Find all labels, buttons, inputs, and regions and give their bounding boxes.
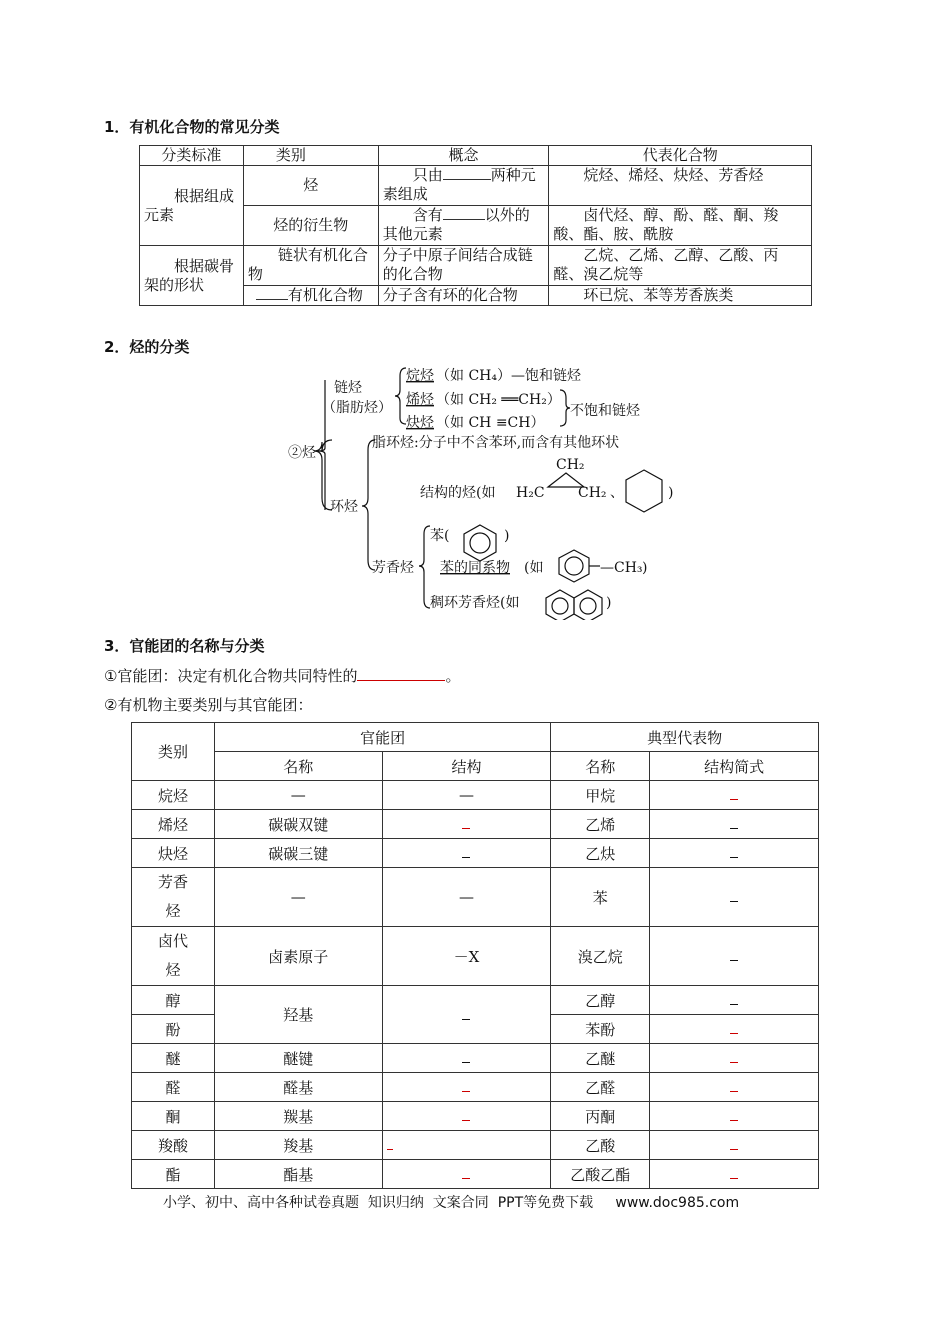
rep-struct-cell xyxy=(650,986,819,1015)
naphthalene-ring-icon xyxy=(580,598,596,614)
rep-name-cell: 丙酮 xyxy=(551,1102,650,1131)
close-paren: ) xyxy=(606,595,612,611)
fg-struct-cell xyxy=(382,1131,551,1160)
fill-blank[interactable] xyxy=(730,1033,738,1034)
functional-group-definition xyxy=(104,665,460,686)
chain-brace xyxy=(395,368,406,424)
section-1-title: 1．有机化合物的常见分类 xyxy=(104,118,280,136)
category-cell: 醚 xyxy=(132,1044,215,1073)
rep-name-cell: 苯 xyxy=(551,868,650,927)
header-cell: 概念 xyxy=(378,146,549,166)
fg-name-cell: — xyxy=(214,781,382,810)
header-cell: 名称 xyxy=(214,752,382,781)
alicyclic-label-2: 结构的烃(如 xyxy=(420,485,496,501)
toluene-ring-icon xyxy=(565,557,583,575)
alicyclic-label: 脂环烃:分子中不含苯环,而含有其他环状 xyxy=(372,435,620,451)
category-cell: 酯 xyxy=(132,1160,215,1189)
page-footer: 小学、初中、高中各种试卷真题 知识归纳 文案合同 PPT等免费下载 www.doc985.com xyxy=(163,1195,740,1211)
fill-blank[interactable] xyxy=(443,179,491,180)
header-cell: 类别 xyxy=(132,723,215,781)
fg-struct-cell xyxy=(382,1073,551,1102)
category-cell: 酚 xyxy=(132,1015,215,1044)
rep-struct-cell xyxy=(650,810,819,839)
table-row xyxy=(132,1073,819,1102)
concept-cell: 分子中原子间结合成链的化合物 xyxy=(378,246,549,286)
rep-struct-cell xyxy=(650,1015,819,1044)
table-header-row xyxy=(132,752,819,781)
category-text: 烃 xyxy=(165,902,181,920)
fill-blank[interactable] xyxy=(462,1178,470,1179)
unsat-brace xyxy=(560,390,570,426)
category-cell: 醛 xyxy=(132,1073,215,1102)
rep-struct-cell xyxy=(650,927,819,986)
fg-struct-cell: — xyxy=(382,781,551,810)
header-cell: 官能团 xyxy=(214,723,550,752)
examples-cell: 卤代烃、醇、酚、醛、酮、羧酸、酯、胺、酰胺 xyxy=(549,206,812,246)
alkene-label: 烯烃 xyxy=(406,392,434,408)
aromatic-label: 芳香烃 xyxy=(372,560,414,576)
root-label: ②烃 xyxy=(288,445,316,461)
fill-blank[interactable] xyxy=(256,299,288,300)
toluene-icon xyxy=(559,550,589,582)
rep-name-cell: 乙醇 xyxy=(551,986,650,1015)
rep-struct-cell xyxy=(650,868,819,927)
fg-struct-cell xyxy=(382,810,551,839)
ring-brace xyxy=(362,440,375,570)
fill-blank[interactable] xyxy=(357,680,445,681)
section-2-title: 2．烃的分类 xyxy=(104,338,190,356)
category-cell: 酮 xyxy=(132,1102,215,1131)
rep-name-cell: 乙炔 xyxy=(551,839,650,868)
category-text: 烃 xyxy=(165,961,181,979)
table-header-row xyxy=(132,723,819,752)
standard-cell: 根据碳骨架的形状 xyxy=(140,246,244,306)
category-cell: 烃的衍生物 xyxy=(243,206,378,246)
definition-end: 。 xyxy=(445,667,461,685)
fg-struct-cell xyxy=(382,1102,551,1131)
functional-group-table xyxy=(131,722,819,1189)
rep-name-cell: 苯酚 xyxy=(551,1015,650,1044)
category-cell: 链状有机化合物 xyxy=(243,246,378,286)
naphthalene-icon xyxy=(574,590,602,620)
fg-name-cell: 碳碳三键 xyxy=(214,839,382,868)
header-cell: 分类标准 xyxy=(140,146,244,166)
fill-blank[interactable] xyxy=(730,1004,738,1005)
alkane-label: 烷烃 xyxy=(406,368,434,384)
naphthalene-icon xyxy=(546,590,574,620)
concept-text: 含有 xyxy=(412,206,443,224)
fill-blank[interactable] xyxy=(462,1120,470,1121)
methyl-label: —CH₃ xyxy=(600,560,643,576)
category-cell: 炔烃 xyxy=(132,839,215,868)
chain-label: 链烃 xyxy=(334,380,362,396)
close-paren: ) xyxy=(504,528,510,544)
rep-name-cell: 乙酸 xyxy=(551,1131,650,1160)
aromatic-brace xyxy=(419,526,430,608)
header-cell: 结构简式 xyxy=(650,752,819,781)
category-cell xyxy=(243,286,378,306)
fill-blank[interactable] xyxy=(730,1091,738,1092)
table-row xyxy=(132,781,819,810)
rep-struct-cell xyxy=(650,1131,819,1160)
cyclohexane-icon xyxy=(626,470,662,512)
concept-cell xyxy=(378,206,549,246)
category-cell: 羧酸 xyxy=(132,1131,215,1160)
table-row xyxy=(132,1044,819,1073)
cp-right: CH₂ xyxy=(578,485,607,501)
table-row xyxy=(132,839,819,868)
fused-label: 稠环芳香烃(如 xyxy=(430,595,520,611)
fg-name-cell: 酯基 xyxy=(214,1160,382,1189)
fill-blank[interactable] xyxy=(730,799,738,800)
rep-name-cell: 乙醛 xyxy=(551,1073,650,1102)
table-header-row xyxy=(140,146,812,166)
standard-cell: 根据组成元素 xyxy=(140,166,244,246)
category-cell: 烯烃 xyxy=(132,810,215,839)
benzene-label: 苯( xyxy=(430,528,450,544)
concept-text: 两种元素组成 xyxy=(382,166,536,203)
fg-name-cell: 羟基 xyxy=(214,986,382,1044)
fg-struct-cell xyxy=(382,1044,551,1073)
table-row xyxy=(132,868,819,927)
fg-struct-cell: — xyxy=(382,868,551,927)
fill-blank[interactable] xyxy=(730,828,738,829)
hydrocarbon-tree-diagram xyxy=(0,360,950,620)
table-intro: ②有机物主要类别与其官能团： xyxy=(104,696,313,714)
category-text: 有机化合物 xyxy=(287,286,363,304)
fg-struct-cell: －X xyxy=(382,927,551,986)
header-cell: 结构 xyxy=(382,752,551,781)
fill-blank[interactable] xyxy=(730,1178,738,1179)
fg-struct-cell xyxy=(382,986,551,1044)
fill-blank[interactable] xyxy=(730,901,738,902)
homolog-label: 苯的同系物 xyxy=(440,560,510,576)
category-cell: 醇 xyxy=(132,986,215,1015)
fill-blank[interactable] xyxy=(730,1149,738,1150)
close-paren: ) xyxy=(668,485,674,501)
rep-struct-cell xyxy=(650,781,819,810)
separator: 、 xyxy=(610,485,624,501)
fill-blank[interactable] xyxy=(462,857,470,858)
header-cell: 名称 xyxy=(551,752,650,781)
category-text: 芳香 xyxy=(157,873,188,891)
fg-struct-cell xyxy=(382,1160,551,1189)
fill-blank[interactable] xyxy=(730,857,738,858)
category-cell xyxy=(132,927,215,986)
benzene-ring-icon xyxy=(470,533,490,553)
rep-name-cell: 甲烷 xyxy=(551,781,650,810)
header-cell: 类别 xyxy=(243,146,378,166)
table-row xyxy=(132,986,819,1015)
table-row xyxy=(140,246,812,286)
table-row xyxy=(132,927,819,986)
fg-name-cell: — xyxy=(214,868,382,927)
fill-blank[interactable] xyxy=(730,960,738,961)
fill-blank[interactable] xyxy=(462,1062,470,1063)
concept-cell xyxy=(378,166,549,206)
rep-struct-cell xyxy=(650,1073,819,1102)
table-row xyxy=(132,810,819,839)
fill-blank[interactable] xyxy=(730,1062,738,1063)
fill-blank[interactable] xyxy=(730,1120,738,1121)
table-row xyxy=(140,166,812,206)
rep-struct-cell xyxy=(650,1160,819,1189)
rep-name-cell: 乙烯 xyxy=(551,810,650,839)
rep-name-cell: 溴乙烷 xyxy=(551,927,650,986)
header-cell: 典型代表物 xyxy=(551,723,819,752)
fg-name-cell: 碳碳双键 xyxy=(214,810,382,839)
fg-name-cell: 羧基 xyxy=(214,1131,382,1160)
alkene-desc: （如 CH₂ ══CH₂） xyxy=(436,392,561,408)
category-cell xyxy=(132,868,215,927)
ring-label: 环烃 xyxy=(330,499,358,515)
homolog-eg: (如 xyxy=(524,560,544,576)
concept-text: 以外的其他元素 xyxy=(382,206,530,243)
table-row xyxy=(132,1131,819,1160)
close-paren: ) xyxy=(642,560,648,576)
examples-cell: 环已烷、苯等芳香族类 xyxy=(549,286,812,306)
fg-name-cell: 醛基 xyxy=(214,1073,382,1102)
rep-name-cell: 乙酸乙酯 xyxy=(551,1160,650,1189)
concept-text: 只由 xyxy=(412,166,443,184)
category-cell: 烃 xyxy=(243,166,378,206)
alkane-desc: （如 CH₄）—饱和链烃 xyxy=(436,368,581,384)
examples-cell: 烷烃、烯烃、炔烃、芳香烃 xyxy=(549,166,812,206)
table-row xyxy=(132,1102,819,1131)
definition-text: ①官能团：决定有机化合物共同特性的 xyxy=(104,667,358,685)
fill-blank[interactable] xyxy=(462,1019,470,1020)
benzene-icon xyxy=(464,525,496,561)
chain-sub-label: （脂肪烃） xyxy=(322,400,392,416)
fg-struct-cell xyxy=(382,839,551,868)
category-cell: 烷烃 xyxy=(132,781,215,810)
alkyne-desc: （如 CH ≡CH） xyxy=(436,415,545,431)
naphthalene-ring-icon xyxy=(552,598,568,614)
section-3-title: 3．官能团的名称与分类 xyxy=(104,637,265,655)
cp-top: CH₂ xyxy=(556,457,585,473)
fill-blank[interactable] xyxy=(387,1149,393,1150)
fill-blank[interactable] xyxy=(443,219,485,220)
fg-name-cell: 羰基 xyxy=(214,1102,382,1131)
concept-cell: 分子含有环的化合物 xyxy=(378,286,549,306)
fg-name-cell: 卤素原子 xyxy=(214,927,382,986)
fg-name-cell: 醚键 xyxy=(214,1044,382,1073)
category-text: 卤代 xyxy=(157,932,188,950)
fill-blank[interactable] xyxy=(462,828,470,829)
rep-struct-cell xyxy=(650,1102,819,1131)
rep-name-cell: 乙醚 xyxy=(551,1044,650,1073)
rep-struct-cell xyxy=(650,1044,819,1073)
table-row xyxy=(132,1160,819,1189)
alkyne-label: 炔烃 xyxy=(406,415,434,431)
header-cell: 代表化合物 xyxy=(549,146,812,166)
fill-blank[interactable] xyxy=(462,1091,470,1092)
cp-left: H₂C xyxy=(516,485,545,501)
classification-table xyxy=(139,145,812,306)
examples-cell: 乙烷、乙烯、乙醇、乙酸、丙醛、溴乙烷等 xyxy=(549,246,812,286)
rep-struct-cell xyxy=(650,839,819,868)
unsat-label: 不饱和链烃 xyxy=(570,403,640,419)
